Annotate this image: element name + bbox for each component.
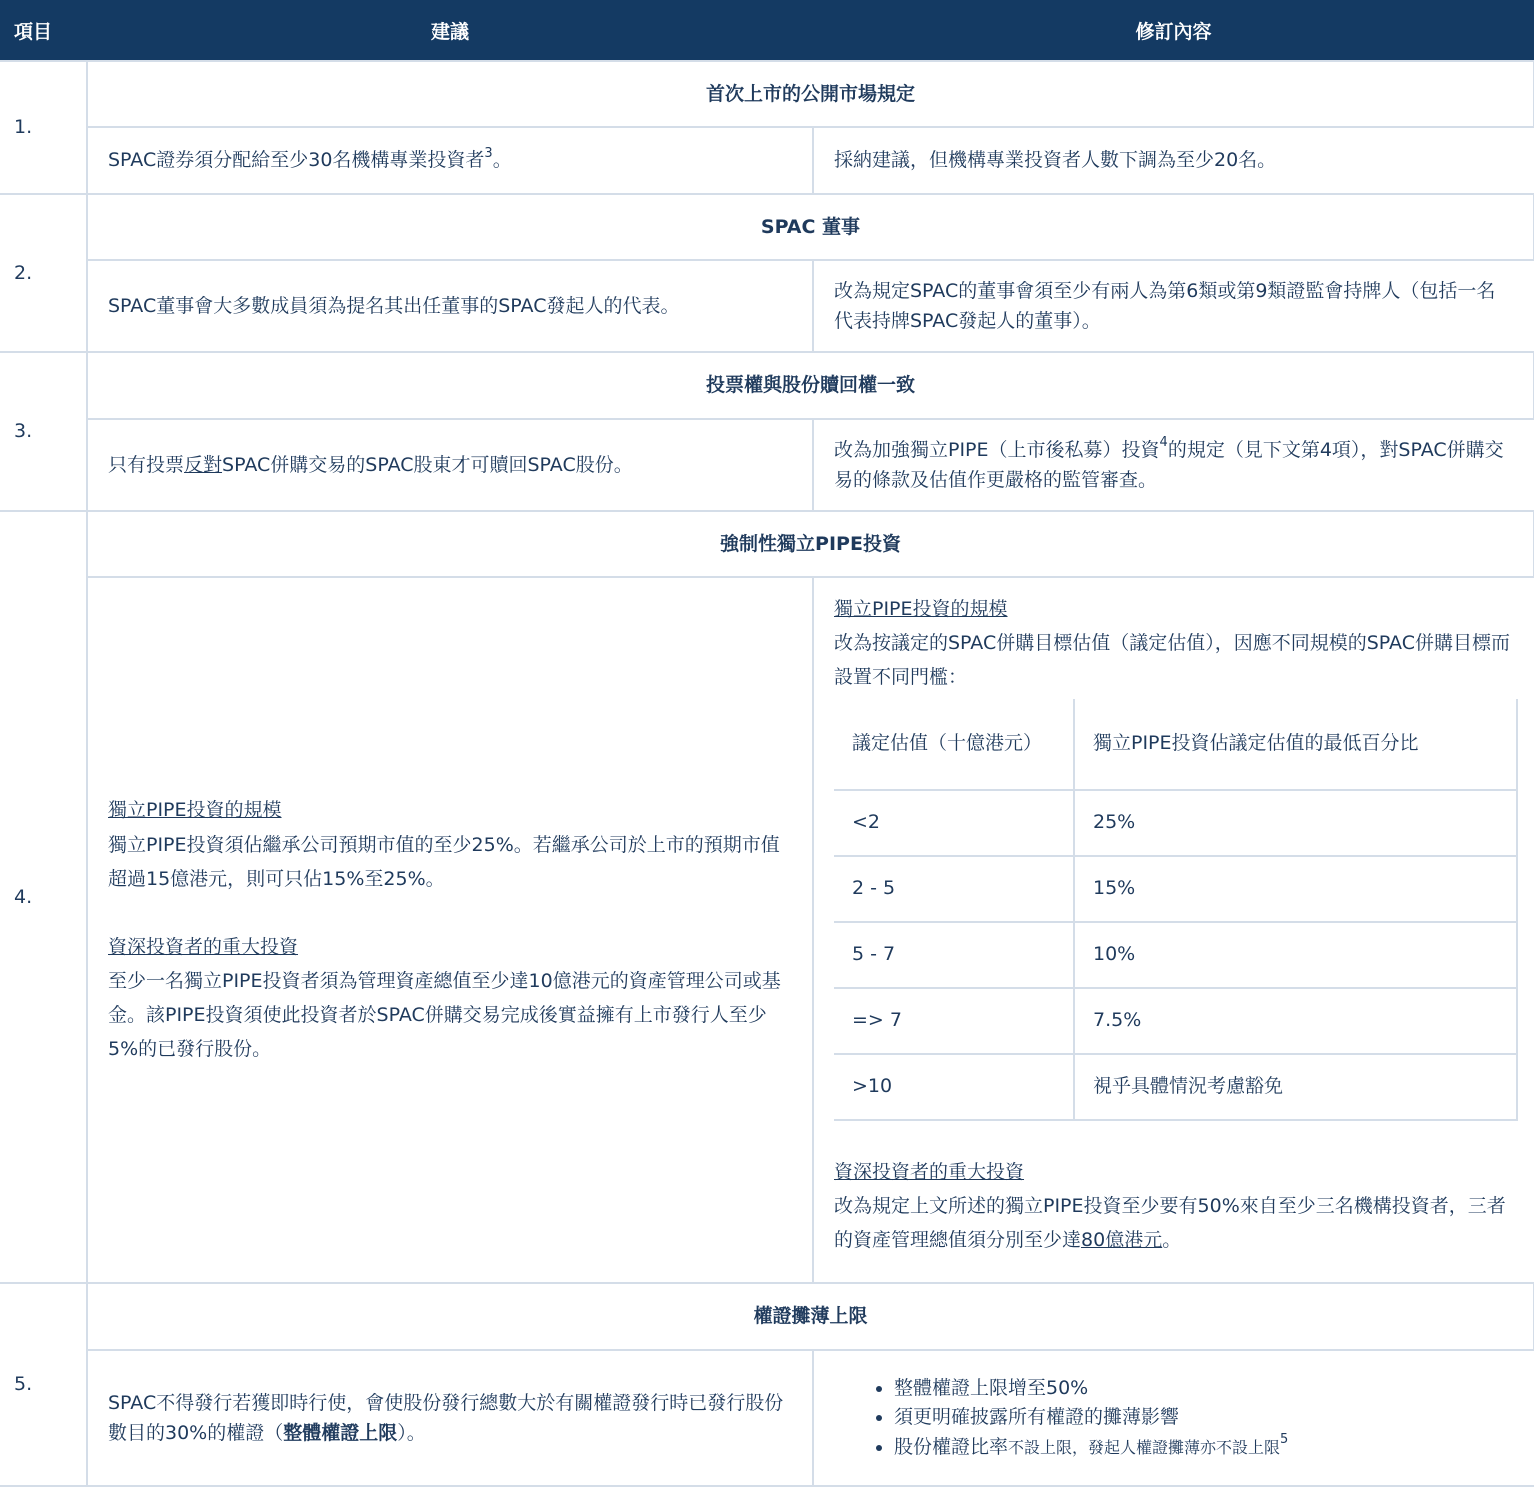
- inner-row: [834, 988, 1517, 1054]
- inner-header-row: [834, 699, 1517, 790]
- header-revision: 修訂內容: [813, 0, 1534, 61]
- revision-subheading: 資深投資者的重大投資: [834, 1160, 1025, 1183]
- section-heading: 投票權與股份贖回權一致: [87, 352, 1534, 419]
- item-number: 4.: [0, 511, 87, 1283]
- inner-row: [834, 1054, 1517, 1120]
- table-row: [0, 61, 1534, 127]
- table-row: [0, 1350, 1534, 1486]
- proposal-cell: SPAC董事會大多數成員須為提名其出任董事的SPAC發起人的代表。: [87, 260, 813, 352]
- revision-bullet-list: [834, 1374, 1514, 1462]
- section-heading: 強制性獨立PIPE投資: [87, 511, 1534, 577]
- revision-cell: 改為規定SPAC的董事會須至少有兩人為第6類或第9類證監會持牌人（包括一名代表持牌SPAC發起人的董事）。: [813, 260, 1534, 352]
- section-heading: 權證攤薄上限: [87, 1283, 1534, 1350]
- header-proposal: 建議: [87, 0, 813, 61]
- list-item: • 須更明確披露所有權證的攤薄影響: [894, 1403, 1514, 1432]
- revision-cell: [813, 577, 1534, 1283]
- proposal-paragraph: 至少一名獨立PIPE投資者須為管理資產總值至少達10億港元的資產管理公司或基金。該PIPE投資須使此投資者於SPAC併購交易完成後實益擁有上市發行人至少5%的已發行股份。: [108, 970, 781, 1061]
- table-row: [0, 1283, 1534, 1350]
- inner-cell: 視乎具體情況考慮豁免: [1074, 1054, 1517, 1120]
- table-row: [0, 352, 1534, 419]
- inner-header-cell: 議定估值（十億港元）: [834, 699, 1074, 790]
- table-row: [0, 127, 1534, 194]
- table-header-row: [0, 0, 1534, 61]
- table-row: [0, 194, 1534, 260]
- inner-cell: 15%: [1074, 856, 1517, 922]
- table-row: [0, 260, 1534, 352]
- revision-cell: 採納建議，但機構專業投資者人數下調為至少20名。: [813, 127, 1534, 194]
- proposal-paragraph: 獨立PIPE投資須佔繼承公司預期市值的至少25%。若繼承公司於上市的預期市值超過15億港元，則可只佔15%至25%。: [108, 833, 780, 890]
- table-row: [0, 419, 1534, 511]
- section-heading: 首次上市的公開市場規定: [87, 61, 1534, 127]
- revision-cell: [813, 1350, 1534, 1486]
- item-number: 5.: [0, 1283, 87, 1486]
- list-item: • 整體權證上限增至50%: [894, 1374, 1514, 1403]
- revision-paragraph: 改為規定上文所述的獨立PIPE投資至少要有50%來自至少三名機構投資者，三者的資產管理總值須分別至少達80億港元。: [834, 1194, 1506, 1251]
- inner-row: [834, 790, 1517, 856]
- valuation-threshold-table: [834, 699, 1518, 1121]
- inner-cell: >10: [834, 1054, 1074, 1120]
- proposal-cell: 只有投票反對SPAC併購交易的SPAC股東才可贖回SPAC股份。: [87, 419, 813, 511]
- inner-cell: 5 - 7: [834, 922, 1074, 988]
- item-number: 3.: [0, 352, 87, 511]
- inner-header-cell: 獨立PIPE投資佔議定估值的最低百分比: [1074, 699, 1517, 790]
- inner-cell: 25%: [1074, 790, 1517, 856]
- header-item: 項目: [0, 0, 87, 61]
- proposal-cell: [87, 577, 813, 1283]
- inner-cell: <2: [834, 790, 1074, 856]
- inner-row: [834, 922, 1517, 988]
- table-row: [0, 577, 1534, 1283]
- inner-cell: 10%: [1074, 922, 1517, 988]
- inner-cell: 7.5%: [1074, 988, 1517, 1054]
- revision-subheading: 獨立PIPE投資的規模: [834, 598, 1008, 620]
- proposal-subheading: 資深投資者的重大投資: [108, 935, 299, 958]
- revision-paragraph: 改為按議定的SPAC併購目標估值（議定估值），因應不同規模的SPAC併購目標而設置不同門檻：: [834, 632, 1510, 689]
- inner-cell: 2 - 5: [834, 856, 1074, 922]
- item-number: 2.: [0, 194, 87, 352]
- inner-cell: => 7: [834, 988, 1074, 1054]
- section-heading: SPAC 董事: [87, 194, 1534, 260]
- footnote-ref: 5: [1280, 1432, 1289, 1448]
- proposal-cell: SPAC證券須分配給至少30名機構專業投資者$^3$。: [87, 127, 813, 194]
- footnote-ref: 3: [484, 145, 493, 161]
- revision-cell: 改為加強獨立PIPE（上市後私募）投資$^4$的規定（見下文第4項），對SPAC併購交易的條款及估值作更嚴格的監管審查。: [813, 419, 1534, 511]
- footnote-ref: 4: [1159, 435, 1168, 451]
- proposal-subheading: 獨立PIPE投資的規模: [108, 799, 282, 822]
- list-item: • 股份權證比率不設上限，發起人權證攤薄亦不設上限$^5$: [894, 1433, 1514, 1462]
- inner-row: [834, 856, 1517, 922]
- table-row: [0, 511, 1534, 577]
- item-number: 1.: [0, 61, 87, 194]
- proposal-cell: SPAC不得發行若獲即時行使，會使股份發行總數大於有關權證發行時已發行股份數目的30%的權證（整體權證上限）。: [87, 1350, 813, 1486]
